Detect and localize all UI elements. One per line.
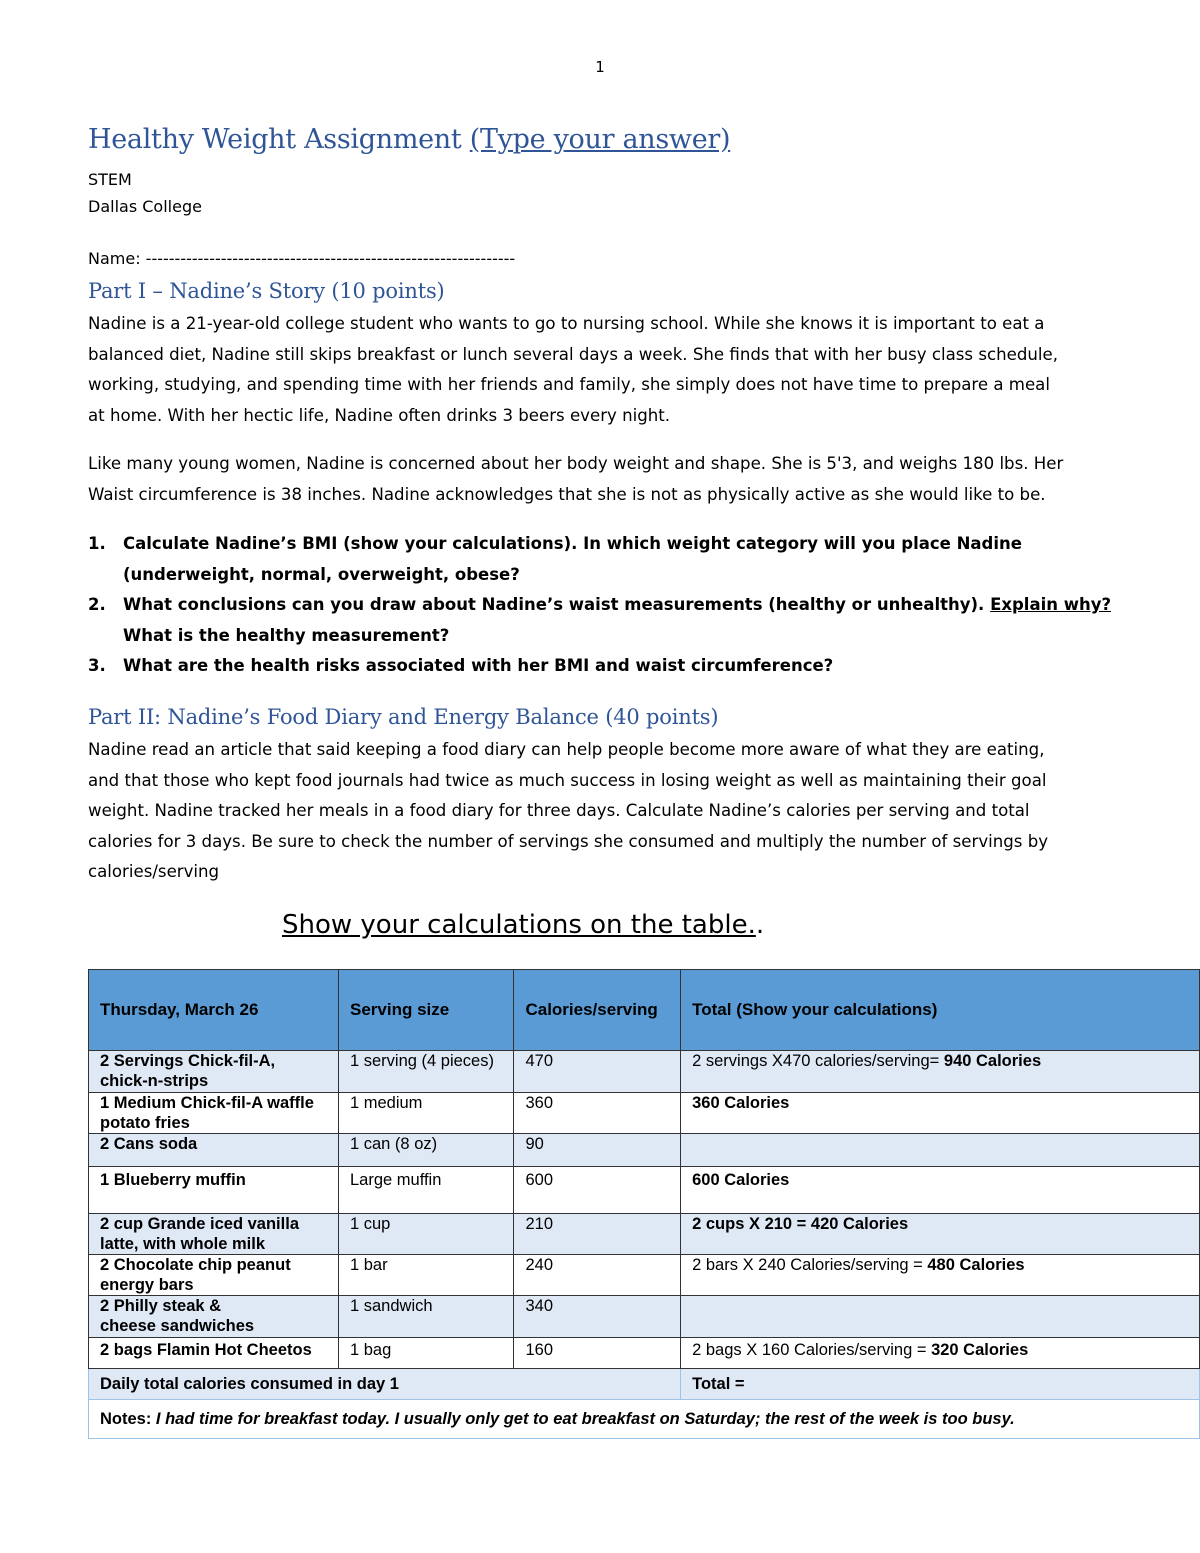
question-2 <box>88 590 1118 651</box>
paragraph-line: calories/serving <box>88 862 220 881</box>
program-label: STEM <box>88 170 132 189</box>
page-number: 1 <box>595 58 605 76</box>
food-line: 2 Servings Chick-fil-A, <box>100 1052 276 1070</box>
paragraph-line: balanced diet, Nadine still skips breakfast or lunch several days a week. She finds that with her busy class schedule, <box>88 344 1058 364</box>
total-value: 360 Calories <box>692 1094 790 1112</box>
question-text: What conclusions can you draw about Nadine’s waist measurements (healthy or unhealthy). <box>123 595 991 614</box>
question-number: 2. <box>88 595 106 614</box>
total-calc: 2 servings X470 calories/serving= <box>692 1052 944 1070</box>
food-line: 2 Philly steak & <box>100 1297 222 1315</box>
table-header-row <box>89 970 1200 1051</box>
total-cell[interactable] <box>681 1134 1200 1167</box>
calories-cell[interactable]: 160 <box>514 1338 681 1369</box>
total-cell[interactable] <box>681 1296 1200 1338</box>
food-line: potato fries <box>100 1114 190 1132</box>
notes-cell <box>89 1400 1200 1439</box>
serving-size-cell[interactable]: 1 cup <box>338 1214 513 1255</box>
total-cell[interactable] <box>681 1093 1200 1134</box>
part1-paragraph-2 <box>88 449 1118 510</box>
paragraph-line: calories for 3 days. Be sure to check the number of servings she consumed and multiply the number of servings by <box>88 831 1049 851</box>
calories-cell[interactable]: 90 <box>514 1134 681 1167</box>
food-line: 2 cup Grande iced vanilla <box>100 1215 299 1233</box>
question-list <box>88 529 1118 682</box>
total-calc: 2 bags X 160 Calories/serving = <box>692 1341 932 1359</box>
paragraph-line: Nadine is a 21-year-old college student who wants to go to nursing school. While she knows it is important to eat a <box>88 314 1045 333</box>
food-diary-table <box>88 969 1200 1439</box>
header-serving-size: Serving size <box>338 970 513 1051</box>
food-cell <box>89 1093 339 1134</box>
total-value: 2 cups X 210 = 420 Calories <box>692 1215 909 1233</box>
food-line: 1 Blueberry muffin <box>100 1171 246 1189</box>
notes-text: I had time for breakfast today. I usually only get to eat breakfast on Saturday; the rest of the week is too busy. <box>155 1410 1015 1428</box>
total-calc: 2 bars X 240 Calories/serving = <box>692 1256 928 1274</box>
paragraph-line: Waist circumference is 38 inches. Nadine acknowledges that she is not as physically active as she would like to be. <box>88 484 1046 504</box>
question-1 <box>88 529 1118 590</box>
total-cell[interactable] <box>681 1051 1200 1093</box>
total-cell[interactable] <box>681 1255 1200 1296</box>
food-cell <box>89 1134 339 1167</box>
title-main: Healthy Weight Assignment <box>88 124 470 155</box>
notes-row <box>89 1400 1200 1439</box>
total-cell[interactable] <box>681 1338 1200 1369</box>
food-cell <box>89 1051 339 1093</box>
food-cell <box>89 1214 339 1255</box>
table-row <box>89 1338 1200 1369</box>
calories-cell[interactable]: 210 <box>514 1214 681 1255</box>
food-cell <box>89 1296 339 1338</box>
serving-size-cell[interactable]: 1 medium <box>338 1093 513 1134</box>
food-cell <box>89 1255 339 1296</box>
notes-label: Notes: <box>100 1410 156 1428</box>
header-total: Total (Show your calculations) <box>681 970 1200 1051</box>
food-line: 1 Medium Chick-fil-A waffle <box>100 1094 314 1112</box>
food-line: 2 Chocolate chip peanut <box>100 1256 291 1274</box>
paragraph-line: and that those who kept food journals had twice as much success in losing weight as well as maintaining their goal <box>88 770 1047 790</box>
table-row <box>89 1093 1200 1134</box>
serving-size-cell[interactable]: 1 bar <box>338 1255 513 1296</box>
serving-size-cell[interactable]: Large muffin <box>338 1167 513 1214</box>
serving-size-cell[interactable]: 1 can (8 oz) <box>338 1134 513 1167</box>
food-line: 2 Cans soda <box>100 1135 198 1153</box>
title-instruction: (Type your answer) <box>469 124 731 155</box>
paragraph-line: Like many young women, Nadine is concerned about her body weight and shape. She is 5'3, and weighs 180 lbs. Her <box>88 454 1064 473</box>
food-line: energy bars <box>100 1276 194 1294</box>
daily-total-label: Daily total calories consumed in day 1 <box>89 1369 681 1400</box>
total-value: 480 Calories <box>927 1256 1025 1274</box>
total-cell[interactable] <box>681 1214 1200 1255</box>
daily-total-row <box>89 1369 1200 1400</box>
question-text: What are the health risks associated with her BMI and waist circumference? <box>123 656 834 675</box>
table-row <box>89 1051 1200 1093</box>
part1-heading: Part I – Nadine’s Story (10 points) <box>88 279 445 303</box>
question-number: 1. <box>88 534 106 553</box>
serving-size-cell[interactable]: 1 sandwich <box>338 1296 513 1338</box>
food-line: chick-n-strips <box>100 1072 209 1090</box>
paragraph-line: weight. Nadine tracked her meals in a food diary for three days. Calculate Nadine’s calories per serving and total <box>88 801 1030 820</box>
question-3 <box>88 651 1118 682</box>
page-title <box>88 124 730 155</box>
question-text: Calculate Nadine’s BMI (show your calculations). In which weight category will you place Nadine <box>123 534 1022 553</box>
header-calories-per-serving: Calories/serving <box>514 970 681 1051</box>
serving-size-cell[interactable]: 1 serving (4 pieces) <box>338 1051 513 1093</box>
show-calculations-tail: . <box>755 910 765 940</box>
total-equals-label: Total = <box>692 1375 745 1393</box>
total-value: 940 Calories <box>943 1052 1042 1070</box>
table-row <box>89 1214 1200 1255</box>
serving-size-cell[interactable]: 1 bag <box>338 1338 513 1369</box>
total-cell[interactable] <box>681 1167 1200 1214</box>
show-calculations-text: Show your calculations on the table. <box>282 910 756 940</box>
food-cell <box>89 1338 339 1369</box>
calories-cell[interactable]: 470 <box>514 1051 681 1093</box>
part2-paragraph <box>88 735 1118 888</box>
daily-total-value[interactable] <box>681 1369 1200 1400</box>
question-text: What is the healthy measurement? <box>123 625 450 645</box>
food-line: 2 bags Flamin Hot Cheetos <box>100 1341 312 1359</box>
table-row <box>89 1134 1200 1167</box>
college-label: Dallas College <box>88 197 202 216</box>
question-text-underlined: Explain why? <box>990 595 1112 614</box>
calories-cell[interactable]: 600 <box>514 1167 681 1214</box>
part1-paragraph-1 <box>88 309 1118 431</box>
calories-cell[interactable]: 240 <box>514 1255 681 1296</box>
food-line: cheese sandwiches <box>100 1317 255 1335</box>
paragraph-line: at home. With her hectic life, Nadine often drinks 3 beers every night. <box>88 405 671 425</box>
paragraph-line: working, studying, and spending time with her friends and family, she simply does not have time to prepare a meal <box>88 375 1050 394</box>
food-line: latte, with whole milk <box>100 1235 266 1253</box>
header-day: Thursday, March 26 <box>89 970 339 1051</box>
table-row <box>89 1296 1200 1338</box>
question-text: (underweight, normal, overweight, obese? <box>123 564 520 584</box>
calories-cell[interactable]: 340 <box>514 1296 681 1338</box>
food-cell <box>89 1167 339 1214</box>
show-calculations-heading <box>282 910 764 940</box>
total-value: 600 Calories <box>692 1171 790 1189</box>
calories-cell[interactable]: 360 <box>514 1093 681 1134</box>
part2-heading: Part II: Nadine’s Food Diary and Energy Balance (40 points) <box>88 705 719 729</box>
name-field[interactable]: Name: ---------------------------------------------------------------- <box>88 249 516 268</box>
paragraph-line: Nadine read an article that said keeping a food diary can help people become more aware of what they are eating, <box>88 740 1045 759</box>
table-row <box>89 1167 1200 1214</box>
question-number: 3. <box>88 656 106 675</box>
total-value: 320 Calories <box>931 1341 1029 1359</box>
table-row <box>89 1255 1200 1296</box>
